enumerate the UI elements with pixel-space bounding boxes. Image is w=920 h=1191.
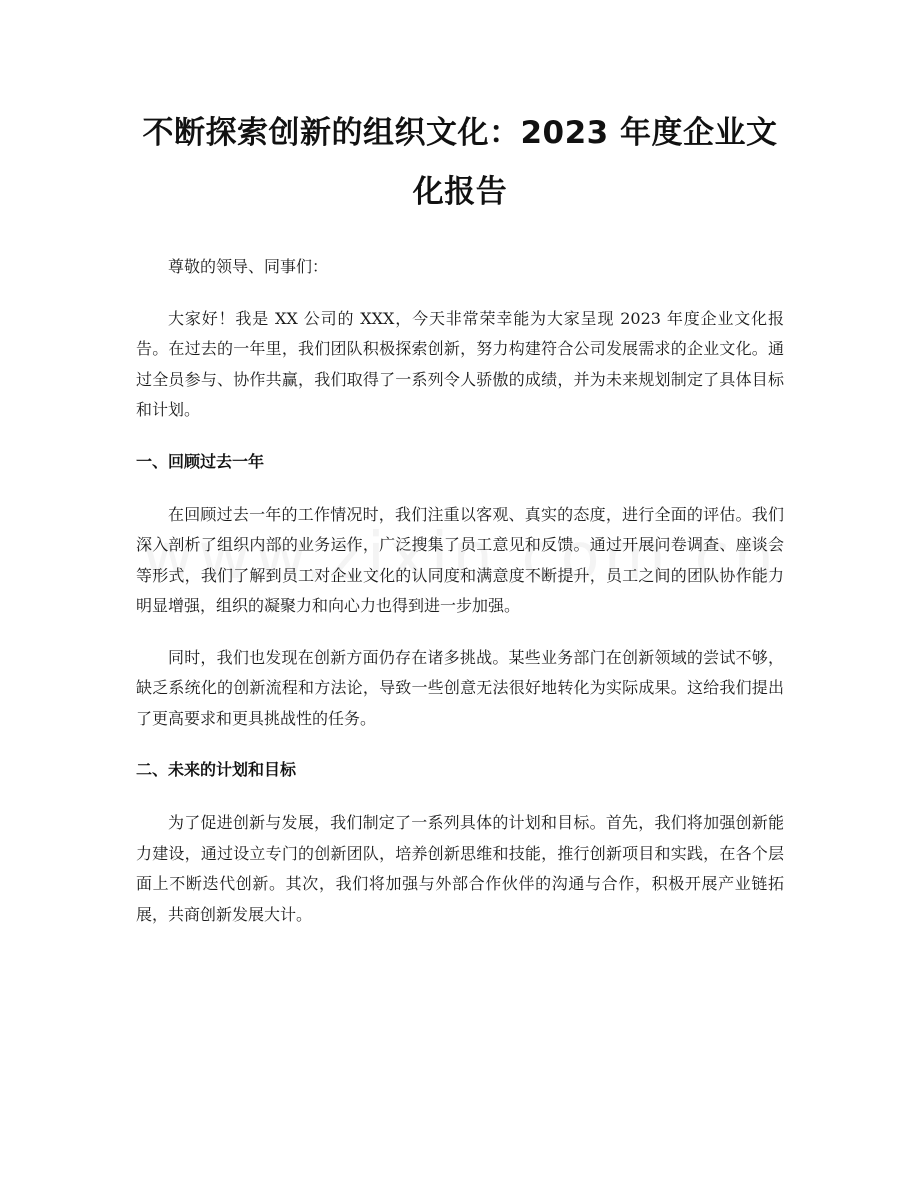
review-paragraph-1: 在回顾过去一年的工作情况时，我们注重以客观、真实的态度，进行全面的评估。我们深入剖析了组织内部的业务运作，广泛搜集了员工意见和反馈。通过开展问卷调查、座谈会等形式，我们了解到员工对企业文化的认同度和满意度不断提升，员工之间的团队协作能力明显增强，组织的凝聚力和向心力也得到进一步加强。 <box>136 504 784 615</box>
greeting-paragraph: 尊敬的领导、同事们： <box>168 257 329 276</box>
document-body <box>136 252 784 930</box>
document-title: 不断探索创新的组织文化：2023 年度企业文化报告 <box>142 115 778 210</box>
intro-paragraph: 大家好！我是 XX 公司的 XXX，今天非常荣幸能为大家呈现 2023 年度企业文化报告。在过去的一年里，我们团队积极探索创新，努力构建符合公司发展需求的企业文化。通过全员参与、协作共赢，我们取得了一系列令人骄傲的成绩，并为未来规划制定了具体目标和计划。 <box>136 308 784 419</box>
section-heading-plans: 二、未来的计划和目标 <box>136 760 297 779</box>
review-paragraph-2: 同时，我们也发现在创新方面仍存在诸多挑战。某些业务部门在创新领域的尝试不够，缺乏系统化的创新流程和方法论，导致一些创意无法很好地转化为实际成果。这给我们提出了更高要求和更具挑战性的任务。 <box>136 647 784 728</box>
section-heading-review: 一、回顾过去一年 <box>136 451 265 471</box>
plans-paragraph-1: 为了促进创新与发展，我们制定了一系列具体的计划和目标。首先，我们将加强创新能力建设，通过设立专门的创新团队，培养创新思维和技能，推行创新项目和实践，在各个层面上不断迭代创新。其次，我们将加强与外部合作伙伴的沟通与合作，积极开展产业链拓展，共商创新发展大计。 <box>136 813 784 924</box>
